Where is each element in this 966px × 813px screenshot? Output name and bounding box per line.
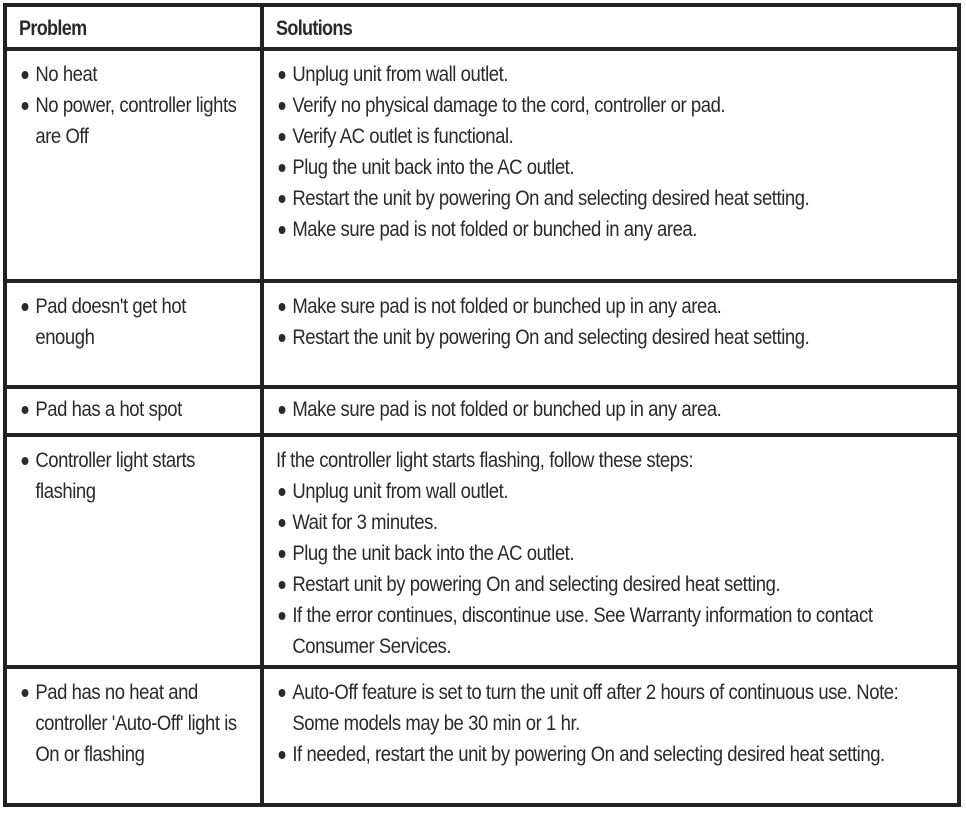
solution-cell-hot-spot xyxy=(264,389,957,437)
problem-cell-auto-off xyxy=(7,669,264,803)
solution-item: Make sure pad is not folded or bunched up in any area. xyxy=(276,291,945,322)
problem-list xyxy=(19,445,249,507)
solution-cell-not-hot-enough xyxy=(264,283,957,389)
header-solutions-label: Solutions xyxy=(276,17,353,40)
solution-list xyxy=(276,394,945,425)
solution-cell-no-heat xyxy=(264,51,957,283)
solution-item: Make sure pad is not folded or bunched up in any area. xyxy=(276,394,945,425)
solution-item: Restart unit by powering On and selecting desired heat setting. xyxy=(276,569,945,600)
solution-cell-auto-off xyxy=(264,669,957,803)
solution-item: Auto-Off feature is set to turn the unit off after 2 hours of continuous use. Note: Some models may be 30 min or 1 hr. xyxy=(276,677,945,739)
problem-item: Pad has no heat and controller 'Auto-Off' light is On or flashing xyxy=(19,677,249,770)
solution-list xyxy=(276,677,945,770)
problem-cell-no-heat xyxy=(7,51,264,283)
solution-list xyxy=(276,291,945,353)
problem-list xyxy=(19,291,249,353)
problem-list xyxy=(19,59,249,152)
problem-list xyxy=(19,677,249,770)
solution-item: If needed, restart the unit by powering On and selecting desired heat setting. xyxy=(276,739,945,770)
solution-item: Unplug unit from wall outlet. xyxy=(276,59,945,90)
solution-item: Verify no physical damage to the cord, controller or pad. xyxy=(276,90,945,121)
solution-item: Plug the unit back into the AC outlet. xyxy=(276,538,945,569)
solution-intro: If the controller light starts flashing, follow these steps: xyxy=(276,448,694,472)
troubleshooting-table xyxy=(3,3,961,807)
header-problem xyxy=(7,7,264,51)
solution-cell-light-flashing xyxy=(264,437,957,669)
solution-item: Make sure pad is not folded or bunched in any area. xyxy=(276,214,945,245)
header-problem-label: Problem xyxy=(19,17,87,40)
problem-cell-light-flashing xyxy=(7,437,264,669)
solution-item: If the error continues, discontinue use. See Warranty information to contact Consumer Services. xyxy=(276,600,945,662)
solution-list xyxy=(276,59,945,245)
problem-item: No power, controller lights are Off xyxy=(19,90,249,152)
solution-item: Verify AC outlet is functional. xyxy=(276,121,945,152)
solution-list xyxy=(276,476,945,662)
problem-list xyxy=(19,394,249,425)
problem-cell-hot-spot xyxy=(7,389,264,437)
problem-item: No heat xyxy=(19,59,249,90)
problem-item: Pad doesn't get hot enough xyxy=(19,291,249,353)
solution-item: Restart the unit by powering On and selecting desired heat setting. xyxy=(276,322,945,353)
solution-item: Restart the unit by powering On and selecting desired heat setting. xyxy=(276,183,945,214)
problem-item: Controller light starts flashing xyxy=(19,445,249,507)
solution-item: Plug the unit back into the AC outlet. xyxy=(276,152,945,183)
solution-item: Unplug unit from wall outlet. xyxy=(276,476,945,507)
solution-item: Wait for 3 minutes. xyxy=(276,507,945,538)
header-solutions xyxy=(264,7,957,51)
problem-item: Pad has a hot spot xyxy=(19,394,249,425)
problem-cell-not-hot-enough xyxy=(7,283,264,389)
